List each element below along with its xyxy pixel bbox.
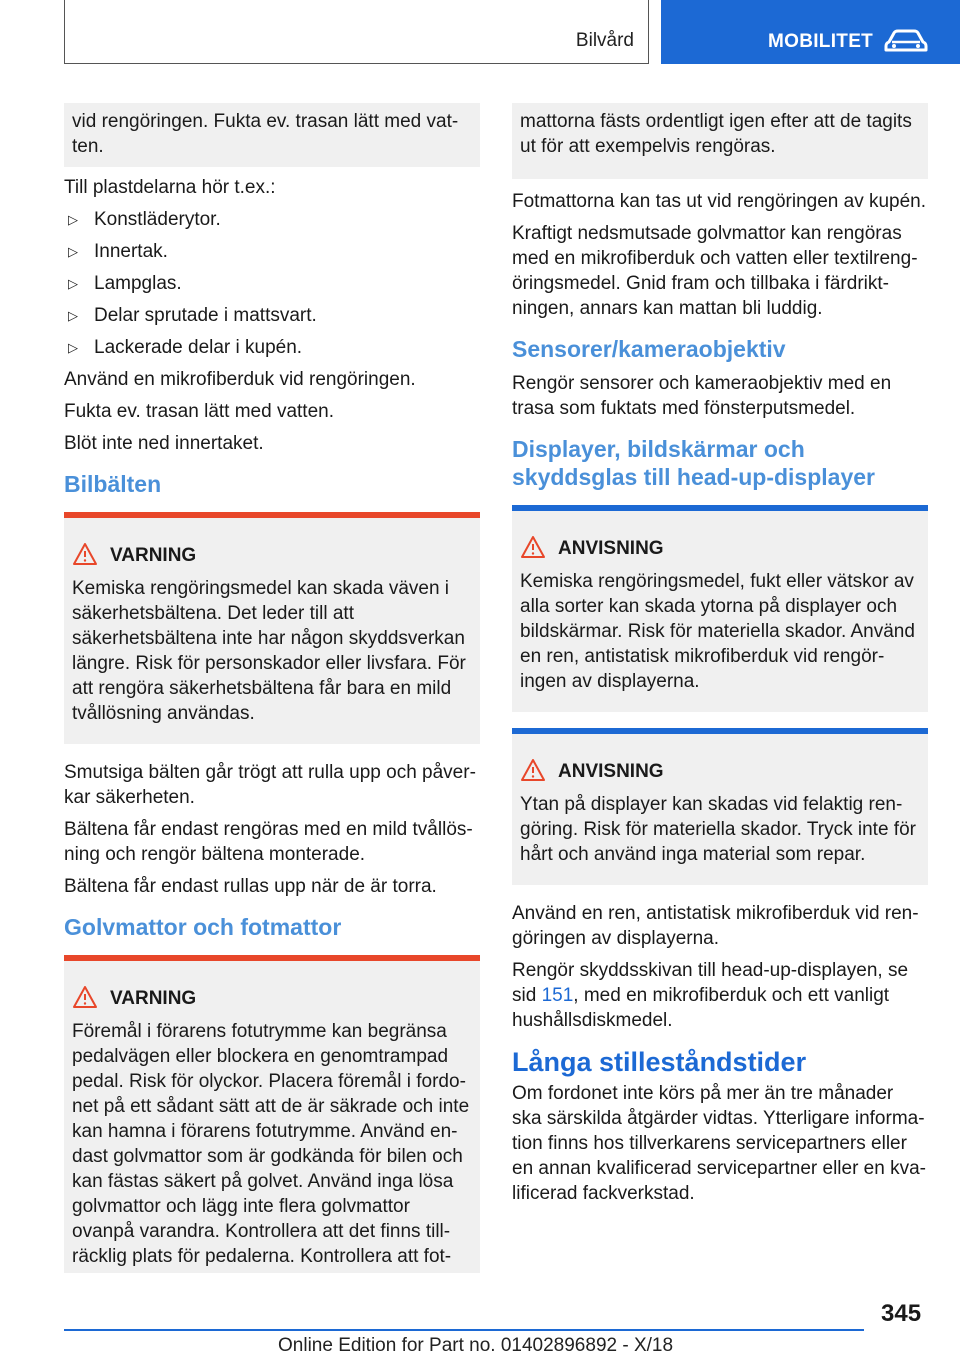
header-chapter-label: MOBILITET [768, 31, 874, 52]
list-item: ▷ Lampglas. [68, 273, 182, 294]
warning-triangle-icon [72, 985, 98, 1009]
left-column [64, 103, 480, 1289]
warning-title: VARNING [72, 544, 472, 568]
header-section-label: Bilvård [575, 30, 634, 51]
paragraph: Smutsiga bälten går trögt att rulla upp och påverkar säkerheten. [64, 762, 476, 808]
paragraph: Använd en mikrofiberduk vid rengöringen. [64, 369, 416, 390]
warning-triangle-icon [72, 542, 98, 566]
paragraph: Blöt inte ned innertaket. [64, 433, 264, 454]
header-chapter-tab [661, 0, 960, 64]
list-item: ▷ Konstläderytor. [68, 209, 221, 230]
heading-seat-belts: Bilbälten [64, 471, 162, 497]
notice-title: ANVISNING [520, 760, 920, 784]
paragraph: Rengör sensorer och kameraobjektiv med en trasa som fuktats med fönsterputsmedel. [512, 373, 892, 419]
warning-text: Kemiska rengöringsmedel kan skada väven i säkerhetsbältena. Det leder till att säkerhetsbältena inte har någon skyddsverkan längre. Risk för personskador eller livsfara. För att rengöra säkerhetsbältena får bara en mild tvållösning användas. [72, 578, 466, 724]
footer-edition: Online Edition for Part no. 01402896892 - X/18 [278, 1335, 674, 1356]
page-number: 345 [881, 1300, 922, 1327]
list-item: ▷ Lackerade delar i kupén. [68, 337, 303, 358]
warning-text: Föremål i förarens fotutrymme kan begränsa pedalvägen eller blockera en genomtrampad pedal. Risk för olyckor. Placera föremål i fordonet på ett sådant sätt att de är säkrade och inte kan hamna i förarens fotutrymme. Använd endast golvmattor som är godkända för bilen och kan fästas säkert på golvet. Använd inga lösa golvmattor och lägg inte flera golvmattor ovanpå varandra. Kontrollera att det finns tillräcklig plats för pedalerna. Kontrollera att fot- [72, 1021, 470, 1267]
continued-box [512, 103, 928, 179]
paragraph: Använd en ren, antistatisk mikrofiberduk vid rengöringen av displayerna. [512, 903, 919, 949]
triangle-bullet-icon: ▷ [68, 244, 78, 259]
warning-triangle-icon [520, 758, 546, 782]
notice-text: Ytan på displayer kan skadas vid felaktig rengöring. Risk för materiella skador. Tryck inte för hårt och använd inga material som repar. [520, 794, 916, 865]
list-item: ▷ Innertak. [68, 241, 168, 262]
footer-rule [64, 1329, 864, 1331]
heading-displays: Displayer, bildskärmar och skyddsglas till head-up-displayer [512, 436, 875, 490]
header-section-tab [64, 0, 649, 64]
paragraph: Rengör skyddsskivan till head-up-displayen, se sid 151, med en mikrofiberduk och ett vanligt hushållsdiskmedel. [512, 960, 909, 1031]
warning-title: VARNING [72, 987, 472, 1011]
paragraph: Fukta ev. trasan lätt med vatten. [64, 401, 334, 422]
plastic-list [64, 207, 480, 360]
list-item: ▷ Delar sprutade i mattsvart. [68, 305, 317, 326]
heading-floor-mats: Golvmattor och fotmattor [64, 914, 342, 940]
notice-text: Kemiska rengöringsmedel, fukt eller vätskor av alla sorter kan skada ytorna på displayer och bildskärmar. Risk för materiella skador. Använd en ren, antistatisk mikrofiberduk vid rengöringen av displayerna. [520, 571, 915, 692]
paragraph: Fotmattorna kan tas ut vid rengöringen av kupén. [512, 191, 927, 212]
continued-text: vid rengöringen. Fukta ev. trasan lätt med vatten. [72, 111, 459, 157]
heading-long-standstill: Långa stilleståndstider [512, 1047, 807, 1077]
page-reference-link[interactable]: 151 [541, 985, 574, 1006]
warning-triangle-icon [520, 535, 546, 559]
notice-title: ANVISNING [520, 537, 920, 561]
plastic-intro: Till plastdelarna hör t.ex.: [64, 177, 276, 198]
paragraph: Om fordonet inte körs på mer än tre månader ska särskilda åtgärder vidtas. Ytterligare information finns hos tillverkarens servicepartners eller en annan kvalificerad servicepartner eller en kvalificerad fackverkstad. [512, 1083, 926, 1204]
heading-sensors: Sensorer/kameraobjektiv [512, 336, 786, 362]
triangle-bullet-icon: ▷ [68, 340, 78, 355]
continued-text: mattorna fästs ordentligt igen efter att de tagits ut för att exempelvis rengöras. [520, 111, 912, 157]
continued-box [64, 103, 480, 167]
warning-box [64, 512, 480, 744]
paragraph: Kraftigt nedsmutsade golvmattor kan rengöras med en mikrofiberduk och vatten eller textilrengöringsmedel. Gnid fram och tillbaka i färdriktningen, annars kan mattan bli luddig. [512, 223, 918, 319]
car-icon [883, 28, 929, 54]
notice-box [512, 505, 928, 712]
triangle-bullet-icon: ▷ [68, 212, 78, 227]
triangle-bullet-icon: ▷ [68, 308, 78, 323]
warning-box [64, 955, 480, 1273]
right-column [512, 103, 928, 1213]
paragraph: Bältena får endast rengöras med en mild tvållösning och rengör bältena monterade. [64, 819, 473, 865]
paragraph: Bältena får endast rullas upp när de är torra. [64, 876, 437, 897]
triangle-bullet-icon: ▷ [68, 276, 78, 291]
notice-box [512, 728, 928, 885]
